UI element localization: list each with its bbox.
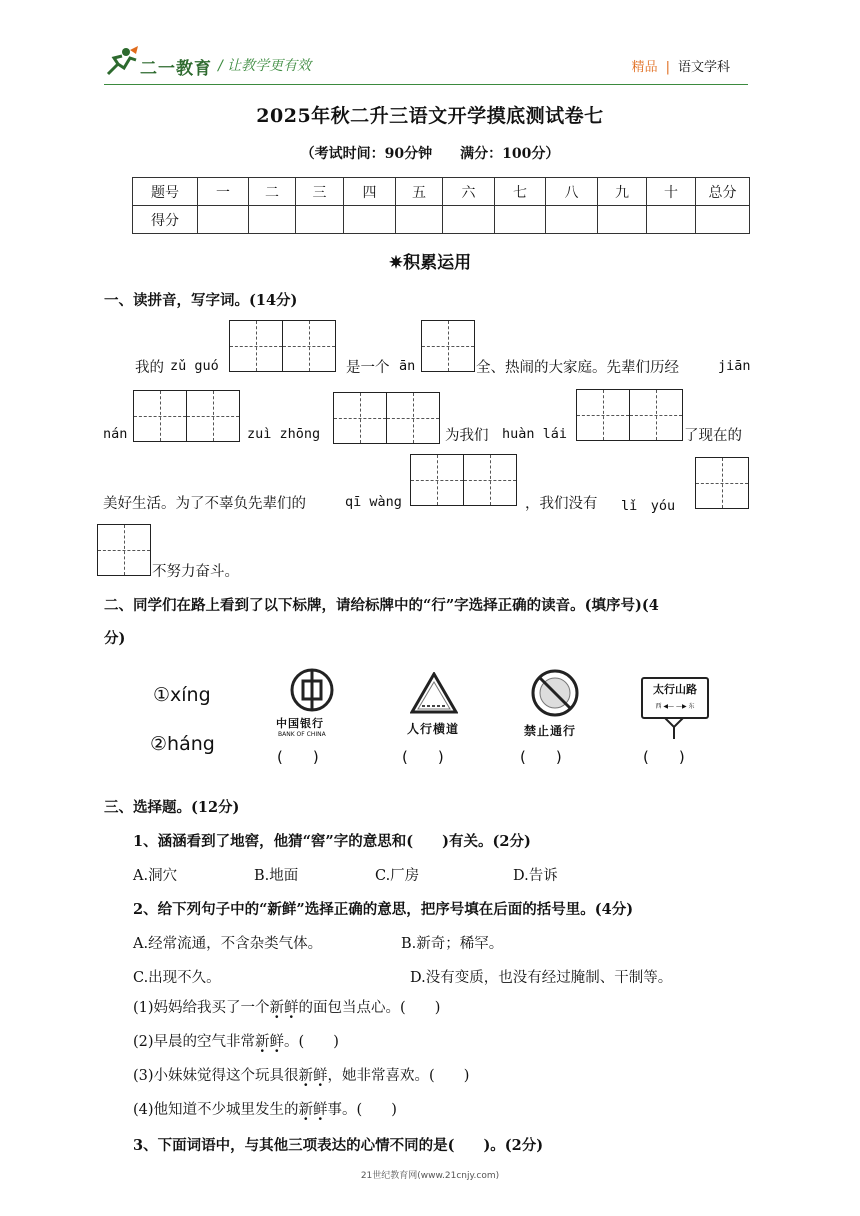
reading-option-2: ②háng xyxy=(150,733,215,755)
table-cell: 三 xyxy=(296,178,344,206)
answer-blank[interactable]: ( ) xyxy=(402,748,444,766)
q2-heading: 二、同学们在路上看到了以下标牌，请给标牌中的“行”字选择正确的读音。(填序号)(4 xyxy=(104,597,659,614)
option: A.洞穴 xyxy=(133,868,178,884)
page-title: 2025年秋二升三语文开学摸底测试卷七 xyxy=(256,105,604,127)
sentence-text: (1)妈妈给我买了一个 xyxy=(133,1000,270,1016)
sign-label: 人行横道 xyxy=(407,722,460,736)
table-cell: 十 xyxy=(647,178,696,206)
q3-sub2: 2、给下列句子中的“新鲜”选择正确的意思，把序号填在后面的括号里。(4分) xyxy=(133,901,634,918)
score-input-cell[interactable] xyxy=(249,206,296,234)
sentence-text: ，她非常喜欢。( ) xyxy=(327,1068,470,1084)
table-cell: 九 xyxy=(598,178,647,206)
header-right: 精品 | 语文学科 xyxy=(631,60,730,75)
crosswalk-sign-icon xyxy=(410,672,458,716)
emphasized-char: 鲜 xyxy=(313,1102,328,1118)
sentence-text: (3)小妹妹觉得这个玩具很 xyxy=(133,1068,299,1084)
q1-text: 我的 xyxy=(135,360,164,376)
sentence-text: 事。( ) xyxy=(327,1102,397,1118)
q1-text: 了现在的 xyxy=(684,428,742,444)
option: A.经常流通，不含杂类气体。 xyxy=(133,936,323,952)
writing-box[interactable] xyxy=(421,320,475,372)
score-input-cell[interactable] xyxy=(344,206,396,234)
no-entry-sign-icon xyxy=(530,668,580,718)
writing-box[interactable] xyxy=(133,390,240,442)
writing-box[interactable] xyxy=(695,457,749,509)
sign-label: 中国银行 xyxy=(276,717,324,730)
sentence-item xyxy=(133,1098,397,1119)
q3-sub3: 3、下面词语中，与其他三项表达的心情不同的是( )。(2分) xyxy=(133,1137,544,1154)
answer-blank[interactable]: ( ) xyxy=(520,748,562,766)
table-cell: 八 xyxy=(546,178,598,206)
header-divider xyxy=(104,84,748,85)
score-table xyxy=(132,177,750,234)
emphasized-char: 新 xyxy=(298,1102,314,1118)
table-cell: 题号 xyxy=(133,178,198,206)
emphasized-char: 新 xyxy=(269,1000,285,1016)
q1-text: ，我们没有 xyxy=(525,496,598,512)
q1-text: 为我们 xyxy=(445,428,489,444)
pinyin: ān xyxy=(399,358,416,374)
sign-label: 太行山路 xyxy=(653,683,697,696)
sentence-text: (4)他知道不少城里发生的 xyxy=(133,1102,299,1118)
score-input-cell[interactable] xyxy=(598,206,647,234)
table-cell: 总分 xyxy=(696,178,750,206)
bank-logo-icon xyxy=(284,668,340,714)
table-cell: 五 xyxy=(396,178,443,206)
score-table-header-row xyxy=(133,178,750,206)
sign-sublabel: 西 ◀— —▶ 东 xyxy=(655,703,695,710)
score-input-cell[interactable] xyxy=(296,206,344,234)
writing-box[interactable] xyxy=(576,389,683,441)
q3-sub1: 1、涵涵看到了地窖，他猜“窖”字的意思和( )有关。(2分) xyxy=(133,833,531,850)
q1-heading: 一、读拼音，写字词。(14分) xyxy=(104,292,298,309)
table-cell: 六 xyxy=(443,178,495,206)
emphasized-char: 新 xyxy=(298,1068,314,1084)
table-cell: 七 xyxy=(495,178,546,206)
q1-text: 不努力奋斗。 xyxy=(152,564,239,580)
subject-label: 语文学科 xyxy=(677,60,730,75)
table-cell: 四 xyxy=(344,178,396,206)
reading-option-1: ①xíng xyxy=(153,684,211,706)
answer-blank[interactable]: ( ) xyxy=(643,748,685,766)
score-table-score-row xyxy=(133,206,750,234)
sign-sublabel: BANK OF CHINA xyxy=(278,731,326,738)
pinyin: qī wàng xyxy=(345,494,402,510)
footer: 21世纪教育网(www.21cnjy.com) xyxy=(360,1171,500,1181)
answer-blank[interactable]: ( ) xyxy=(277,748,319,766)
score-input-cell[interactable] xyxy=(546,206,598,234)
badge-jingpin: 精品 xyxy=(631,60,658,75)
section-heading: ✷积累运用 xyxy=(388,253,472,273)
option: C.出现不久。 xyxy=(133,970,221,986)
road-sign-icon xyxy=(641,677,709,719)
sentence-text: 。( ) xyxy=(284,1034,339,1050)
option: B.地面 xyxy=(254,868,299,884)
q2-heading-cont: 分) xyxy=(104,630,126,647)
option: C.厂房 xyxy=(375,868,420,884)
option: D.告诉 xyxy=(513,868,558,884)
slogan: / 让教学更有效 xyxy=(218,58,312,74)
writing-box[interactable] xyxy=(333,392,440,444)
emphasized-char: 新 xyxy=(255,1034,270,1050)
score-input-cell[interactable] xyxy=(495,206,546,234)
sentence-text: (2)早晨的空气非常 xyxy=(133,1034,256,1050)
emphasized-char: 鲜 xyxy=(269,1034,285,1050)
q3-heading: 三、选择题。(12分) xyxy=(104,799,240,816)
sentence-item xyxy=(133,1030,339,1051)
pinyin: huàn lái xyxy=(502,426,568,442)
option: D.没有变质，也没有经过腌制、干制等。 xyxy=(410,970,673,986)
sentence-item xyxy=(133,1064,469,1085)
writing-box[interactable] xyxy=(410,454,517,506)
pinyin: lǐ yóu xyxy=(621,498,676,514)
logo-text: 二一教育 xyxy=(140,59,212,79)
score-input-cell[interactable] xyxy=(198,206,249,234)
sign-label: 禁止通行 xyxy=(524,724,577,738)
score-input-cell[interactable] xyxy=(396,206,443,234)
option: B.新奇；稀罕。 xyxy=(401,936,504,952)
score-input-cell[interactable] xyxy=(696,206,750,234)
pinyin: jiān xyxy=(718,358,751,374)
pinyin: zǔ guó xyxy=(170,358,219,374)
writing-box[interactable] xyxy=(229,320,336,372)
table-cell: 得分 xyxy=(133,206,198,234)
sentence-text: 的面包当点心。( ) xyxy=(298,1000,441,1016)
emphasized-char: 鲜 xyxy=(284,1000,299,1016)
pinyin: zuì zhōng xyxy=(247,426,321,442)
emphasized-char: 鲜 xyxy=(313,1068,328,1084)
logo-runner-icon xyxy=(104,46,140,78)
q1-text: 美好生活。为了不辜负先辈们的 xyxy=(103,496,306,512)
table-cell: 二 xyxy=(249,178,296,206)
sentence-item xyxy=(133,996,440,1017)
writing-box[interactable] xyxy=(97,524,151,576)
sign-post-icon xyxy=(660,717,688,739)
pinyin: nán xyxy=(103,426,128,442)
score-input-cell[interactable] xyxy=(443,206,495,234)
q1-text: 全、热闹的大家庭。先辈们历经 xyxy=(476,360,679,376)
page-subtitle: （考试时间：90分钟 满分：100分） xyxy=(300,146,560,162)
q1-text: 是一个 xyxy=(346,360,390,376)
score-input-cell[interactable] xyxy=(647,206,696,234)
table-cell: 一 xyxy=(198,178,249,206)
